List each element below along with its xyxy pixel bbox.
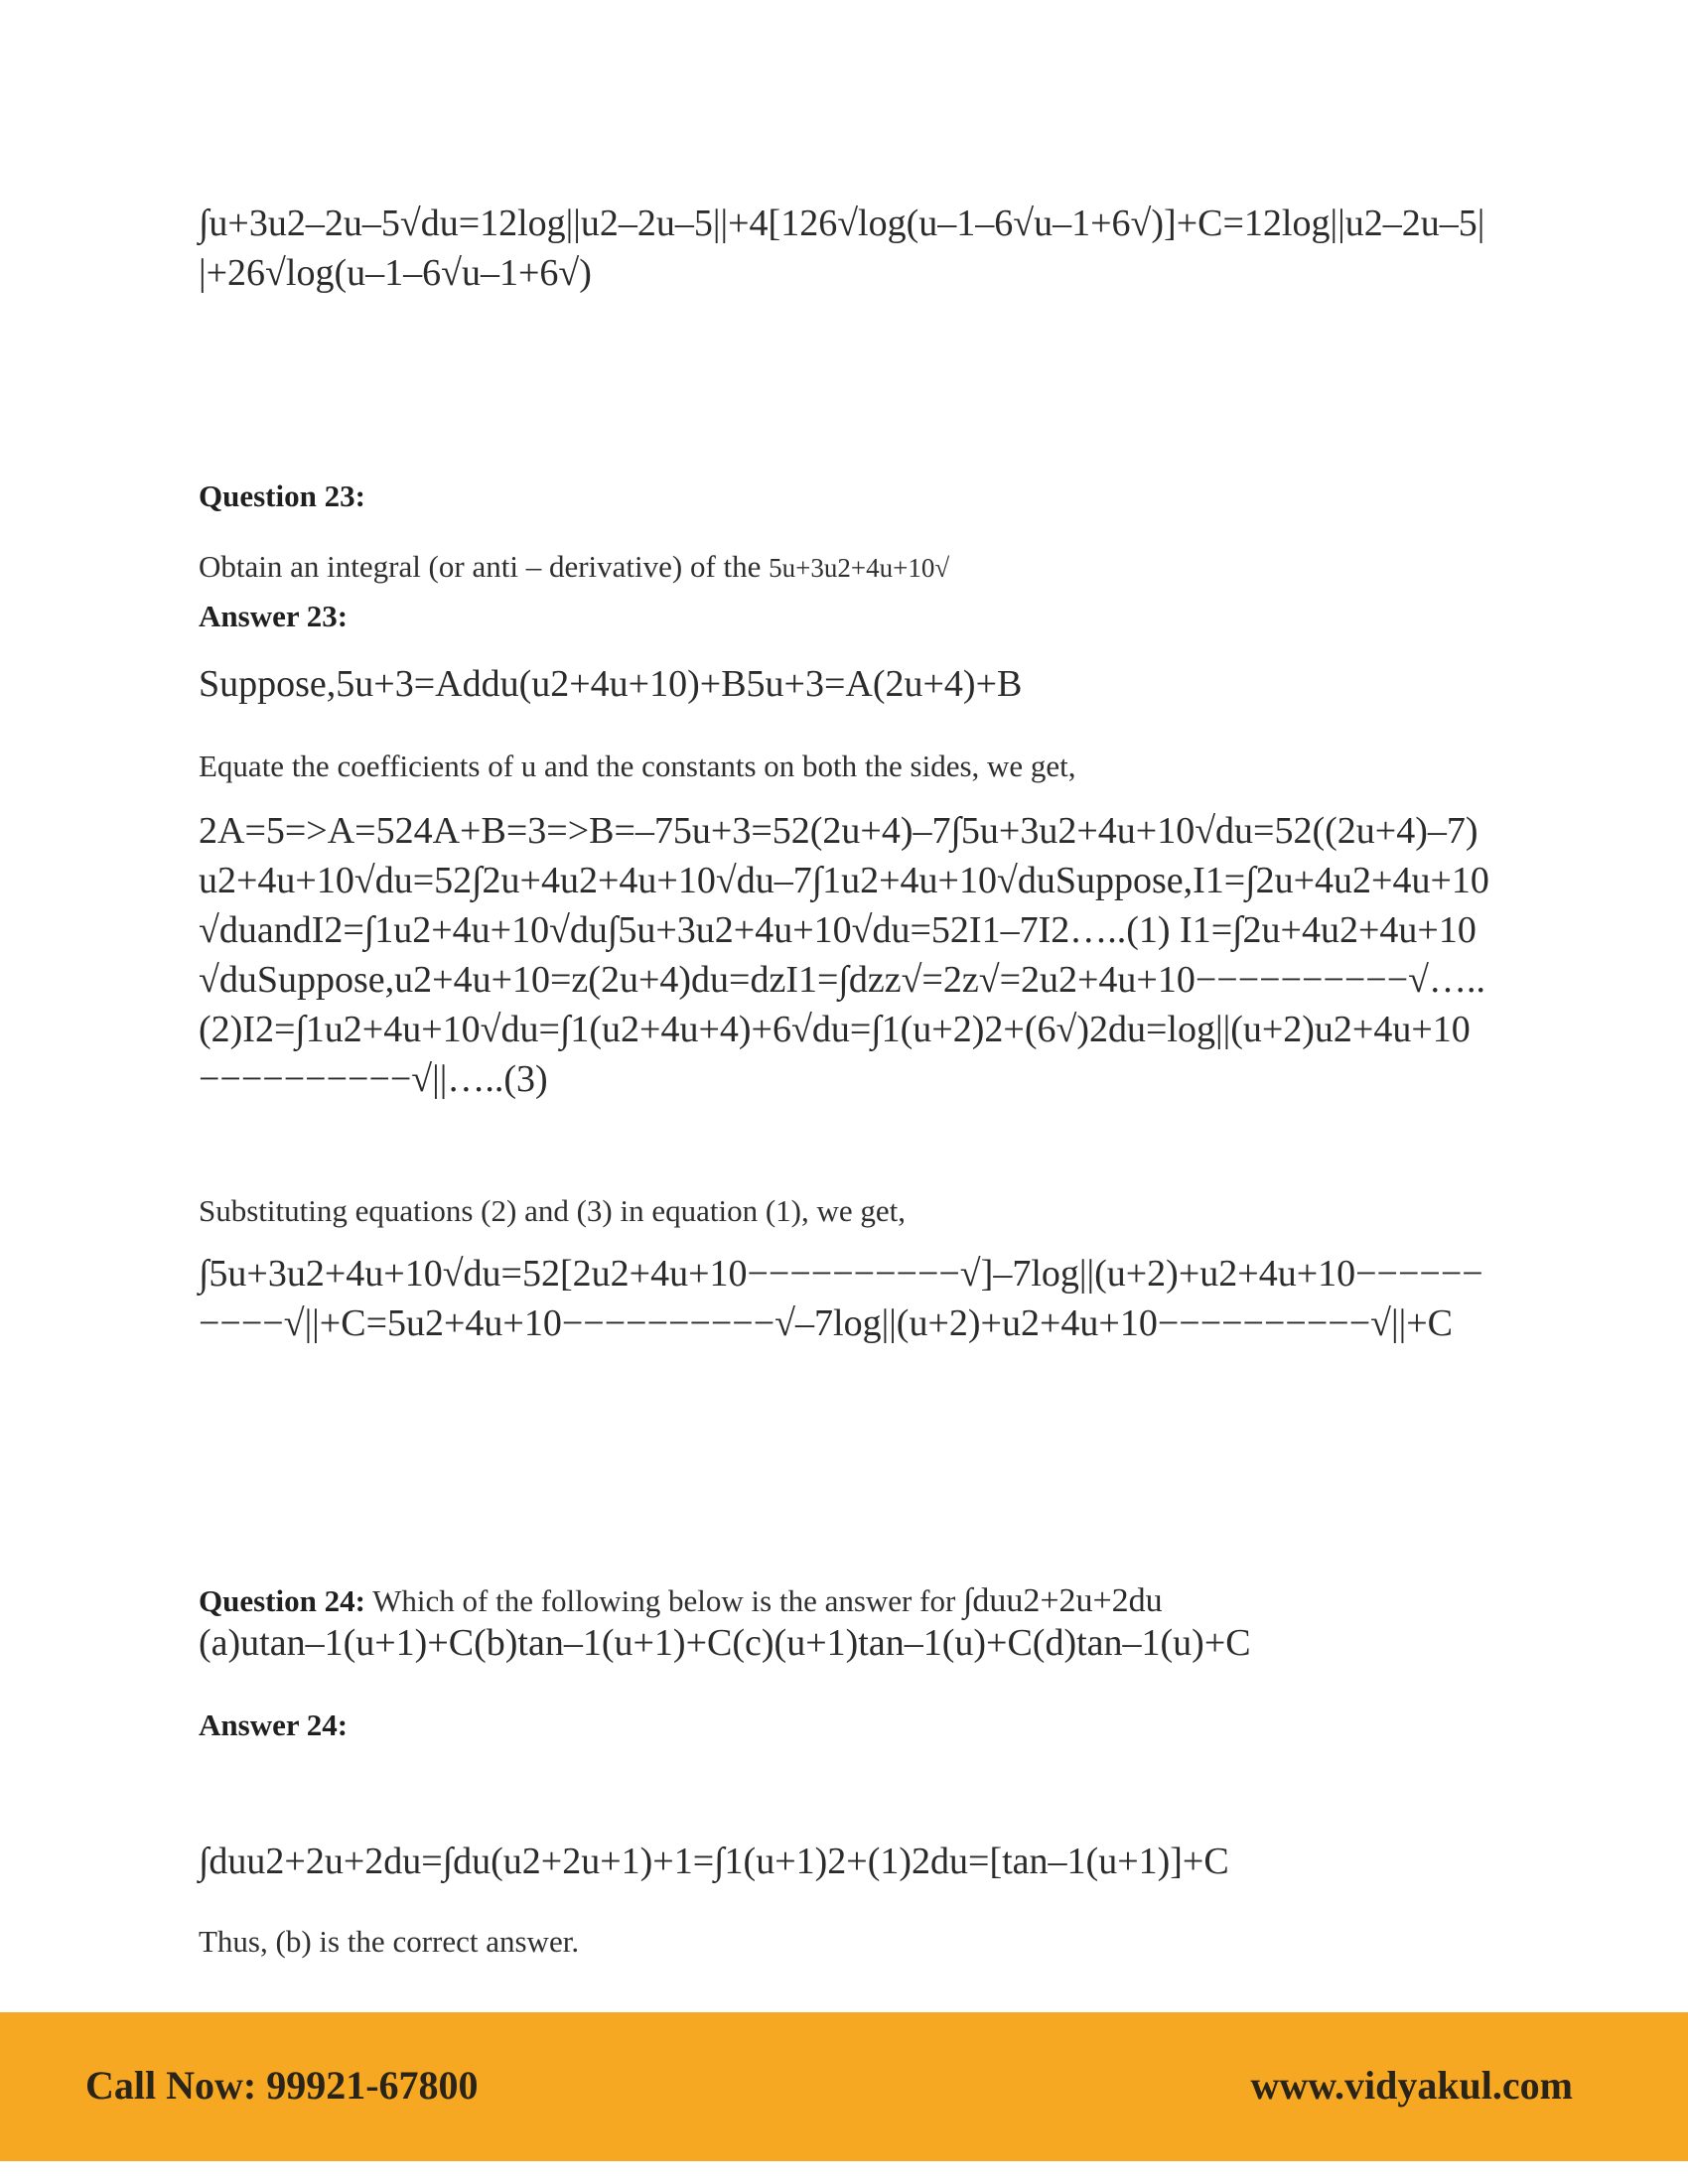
- q22-final-equation: ∫u+3u2–2u–5√du=12log||u2–2u–5||+4[126√log(u–1–6√u–1+6√)]+C=12log||u2–2u–5||+26√log(u–1–6√u–1+6√): [199, 203, 1485, 294]
- call-now-phone[interactable]: Call Now: 99921-67800: [85, 2063, 479, 2108]
- question-24-prompt-text: Which of the following below is the answer for: [372, 1583, 956, 1618]
- answer-23-derivation: 2A=5=>A=524A+B=3=>B=–75u+3=52(2u+4)–7∫5u+3u2+4u+10√du=52((2u+4)–7)u2+4u+10√du=52∫2u+4u2+4u+10√du–7∫1u2+4u+10√duSuppose,I1=∫2u+4u2+4u+10√duandI2=∫1u2+4u+10√du∫5u+3u2+4u+10√du=52I1–7I2…..(1) I1=∫2u+4u2+4u+10√duSuppose,u2+4u+10=z(2u+4)du=dzI1=∫dzz√=2z√=2u2+4u+10−−−−−−−−−−√…..(2)I2=∫1u2+4u+10√du=∫1(u2+4u+4)+6√du=∫1(u+2)2+(6√)2du=log||(u+2)u2+4u+10−−−−−−−−−−√||…..(3): [199, 810, 1489, 1100]
- question-24-prompt-math: ∫duu2+2u+2du: [963, 1582, 1163, 1619]
- question-23-prompt-text: Obtain an integral (or anti – derivative) of the: [199, 549, 762, 584]
- answer-23-heading: Answer 23:: [199, 599, 349, 633]
- answer-24-heading: Answer 24:: [199, 1707, 349, 1742]
- answer-23-step-suppose: Suppose,5u+3=Addu(u2+4u+10)+B5u+3=A(2u+4)+B: [199, 663, 1023, 705]
- answer-24-solution: ∫duu2+2u+2du=∫du(u2+2u+1)+1=∫1(u+1)2+(1)2du=[tan–1(u+1)]+C: [199, 1841, 1229, 1882]
- question-23-prompt-math: 5u+3u2+4u+10√: [769, 553, 950, 583]
- question-23-heading: Question 23:: [199, 478, 365, 513]
- question-24-heading: Question 24:: [199, 1583, 365, 1618]
- website-link[interactable]: www.vidyakul.com: [1250, 2063, 1573, 2108]
- answer-23-substitute-text: Substituting equations (2) and (3) in equation (1), we get,: [199, 1193, 907, 1228]
- answer-23-equate-text: Equate the coefficients of u and the constants on both the sides, we get,: [199, 749, 1076, 783]
- bottom-margin: [0, 2161, 1688, 2184]
- question-23-prompt: [199, 547, 1489, 588]
- question-24-options: (a)utan–1(u+1)+C(b)tan–1(u+1)+C(c)(u+1)tan–1(u)+C(d)tan–1(u)+C: [199, 1622, 1251, 1664]
- answer-24-conclusion: Thus, (b) is the correct answer.: [199, 1924, 580, 1959]
- footer-banner: [0, 2012, 1688, 2161]
- answer-23-result: ∫5u+3u2+4u+10√du=52[2u2+4u+10−−−−−−−−−−√]–7log||(u+2)+u2+4u+10−−−−−−−−−−√||+C=5u2+4u+10−−−−−−−−−−√–7log||(u+2)+u2+4u+10−−−−−−−−−−√||+C: [199, 1253, 1483, 1344]
